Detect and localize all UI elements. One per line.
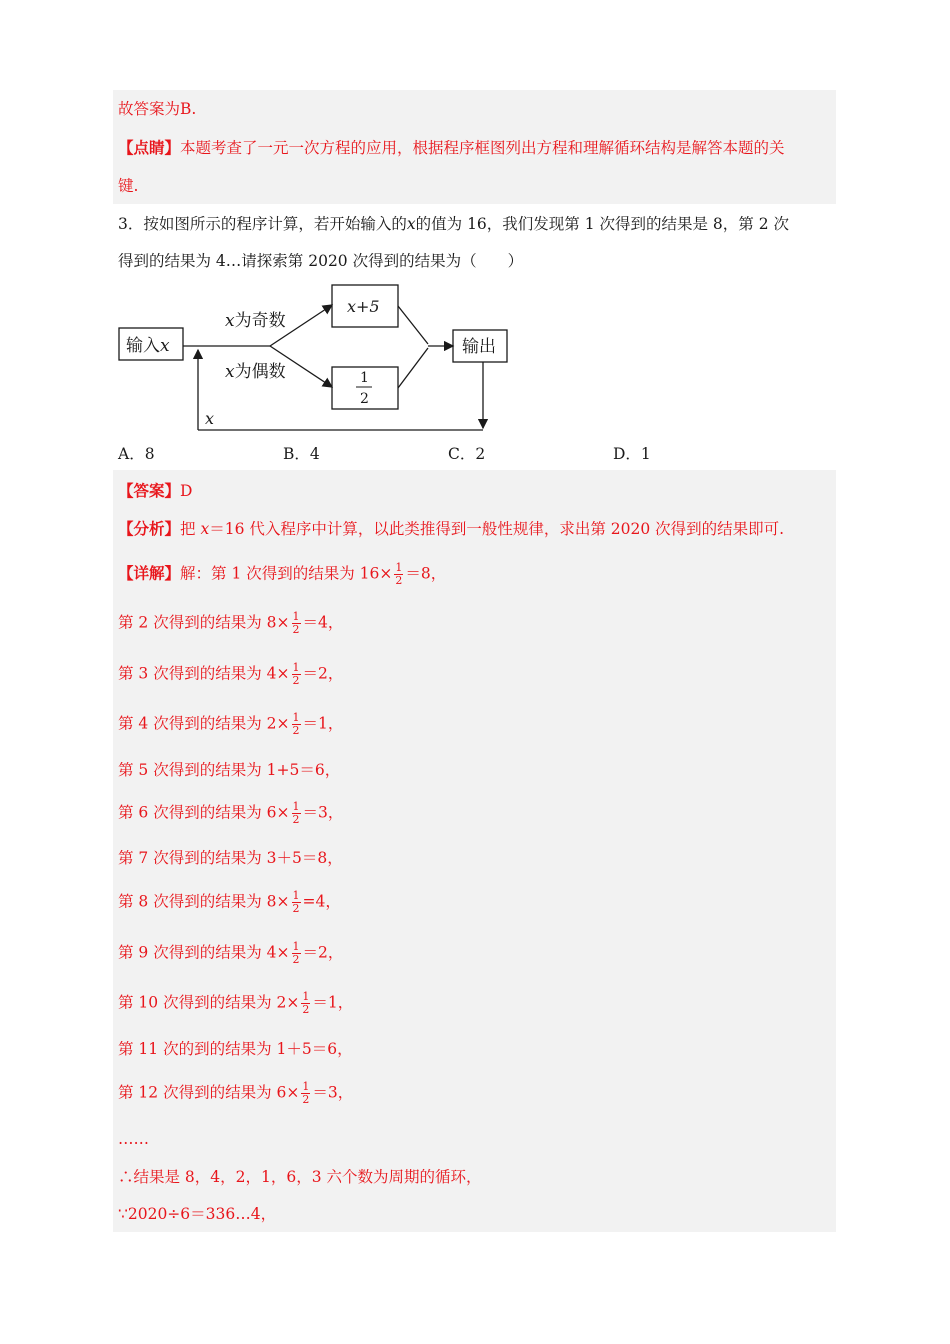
choice-b[interactable]: B．4 — [283, 445, 320, 463]
detail-step-prefix: 第 6 次得到的结果为 6× — [118, 803, 290, 822]
detail-step-5 — [118, 759, 340, 781]
detail-step-1 — [118, 562, 446, 587]
answer-value: D — [180, 482, 193, 500]
analysis-line — [118, 518, 784, 540]
fraction-denominator: 2 — [302, 1003, 310, 1016]
fraction-numerator: 1 — [292, 940, 300, 953]
detail-step-prefix: 第 11 次的到的结果为 1＋5＝6， — [118, 1040, 353, 1058]
answer-tag: 【答案】 — [118, 481, 181, 500]
analysis-text-a: 把 — [180, 520, 201, 538]
detail-step-suffix: ＝2， — [302, 664, 344, 683]
detail-step-suffix: ＝3， — [312, 1083, 354, 1102]
fraction-numerator: 1 — [395, 561, 403, 574]
half-fraction — [292, 712, 301, 737]
answer-line — [118, 480, 192, 502]
detail-step-2 — [118, 611, 343, 636]
comment-tag: 【点睛】 — [118, 138, 181, 157]
fraction-numerator: 1 — [292, 889, 300, 902]
detail-step-prefix: 第 4 次得到的结果为 2× — [118, 714, 290, 733]
fraction-numerator: 1 — [302, 1080, 310, 1093]
detail-step-6 — [118, 801, 343, 826]
detail-step-12 — [118, 1081, 353, 1106]
fraction-denominator: 2 — [292, 623, 300, 636]
half-fraction — [301, 991, 310, 1016]
detail-step-11 — [118, 1038, 353, 1060]
detail-step-suffix: ＝8， — [405, 564, 447, 583]
odd-to-merge-line — [398, 306, 428, 344]
even-frac-num: 1 — [360, 370, 369, 386]
fraction-numerator: 1 — [292, 711, 300, 724]
detail-step-9 — [118, 941, 343, 966]
detail-intro: 解： — [180, 564, 212, 583]
detail-tag: 【详解】 — [118, 563, 181, 583]
program-flowchart — [110, 278, 520, 438]
answer-conclusion-line: 故答案为B. — [118, 100, 197, 118]
detail-step-suffix: ＝4， — [302, 613, 344, 632]
half-fraction — [292, 801, 301, 826]
choice-a[interactable]: A．8 — [118, 445, 155, 463]
fraction-numerator: 1 — [292, 800, 300, 813]
fraction-numerator: 1 — [292, 661, 300, 674]
question-line-1 — [118, 213, 789, 235]
even-frac-den: 2 — [360, 391, 369, 407]
fraction-denominator: 2 — [302, 1093, 310, 1106]
detail-step-7 — [118, 847, 343, 869]
odd-process-label: x+5 — [347, 297, 380, 316]
conclusion-line: ∴结果是 8，4，2，1，6，3 六个数为周期的循环， — [118, 1168, 482, 1186]
question-line-2: 得到的结果为 4…请探索第 2020 次得到的结果为（ ） — [118, 252, 524, 270]
question-var-x: x — [406, 215, 416, 233]
comment-line-1 — [118, 137, 785, 159]
detail-step-8 — [118, 890, 341, 915]
even-label: x为偶数 — [225, 362, 286, 382]
fraction-denominator: 2 — [292, 724, 300, 737]
detail-step-suffix: ＝2， — [302, 943, 344, 962]
question-number: 3． — [118, 215, 144, 233]
comment-line-2: 键. — [118, 177, 139, 195]
fraction-numerator: 1 — [292, 610, 300, 623]
detail-step-prefix: 第 8 次得到的结果为 8× — [118, 892, 290, 911]
output-box-label: 输出 — [462, 337, 496, 357]
question-text-1b: 的值为 16，我们发现第 1 次得到的结果是 8，第 2 次 — [415, 215, 790, 233]
detail-step-prefix: 第 1 次得到的结果为 16× — [211, 564, 393, 583]
fraction-denominator: 2 — [292, 953, 300, 966]
half-fraction — [394, 562, 403, 587]
half-fraction — [292, 662, 301, 687]
fraction-denominator: 2 — [292, 813, 300, 826]
ellipsis-line: …… — [118, 1130, 149, 1148]
analysis-text-b: ＝16 代入程序中计算，以此类推得到一般性规律，求出第 2020 次得到的结果即可. — [209, 520, 785, 538]
detail-step-suffix: ＝3， — [302, 803, 344, 822]
detail-step-4 — [118, 712, 343, 737]
half-fraction — [292, 890, 301, 915]
detail-step-prefix: 第 7 次得到的结果为 3＋5＝8， — [118, 849, 343, 867]
detail-step-10 — [118, 991, 353, 1016]
fraction-denominator: 2 — [292, 674, 300, 687]
detail-step-suffix: ＝1， — [302, 714, 344, 733]
choice-d[interactable]: D．1 — [613, 445, 651, 463]
even-to-merge-line — [398, 348, 428, 388]
fraction-denominator: 2 — [395, 574, 403, 587]
detail-step-prefix: 第 10 次得到的结果为 2× — [118, 993, 300, 1012]
comment-text-1: 本题考查了一元一次方程的应用，根据程序框图列出方程和理解循环结构是解答本题的关 — [180, 139, 785, 157]
question-text-1a: 按如图所示的程序计算，若开始输入的 — [143, 215, 407, 233]
detail-step-prefix: 第 5 次得到的结果为 1+5＝6， — [118, 761, 341, 779]
half-fraction — [292, 611, 301, 636]
choice-c[interactable]: C．2 — [448, 445, 486, 463]
detail-step-suffix: =4， — [302, 892, 341, 911]
half-fraction — [292, 941, 301, 966]
detail-step-prefix: 第 12 次得到的结果为 6× — [118, 1083, 300, 1102]
detail-step-suffix: ＝1， — [312, 993, 354, 1012]
detail-step-prefix: 第 9 次得到的结果为 4× — [118, 943, 290, 962]
loop-label: x — [205, 409, 215, 428]
analysis-tag: 【分析】 — [118, 519, 181, 538]
fraction-denominator: 2 — [292, 902, 300, 915]
analysis-var: x — [200, 520, 210, 538]
input-box-label: 输入x — [126, 336, 170, 356]
division-line: ∵2020÷6＝336…4， — [118, 1205, 277, 1223]
odd-label: x为奇数 — [225, 311, 286, 331]
detail-step-3 — [118, 662, 343, 687]
fraction-numerator: 1 — [302, 990, 310, 1003]
half-fraction — [301, 1081, 310, 1106]
detail-step-prefix: 第 3 次得到的结果为 4× — [118, 664, 290, 683]
detail-step-prefix: 第 2 次得到的结果为 8× — [118, 613, 290, 632]
